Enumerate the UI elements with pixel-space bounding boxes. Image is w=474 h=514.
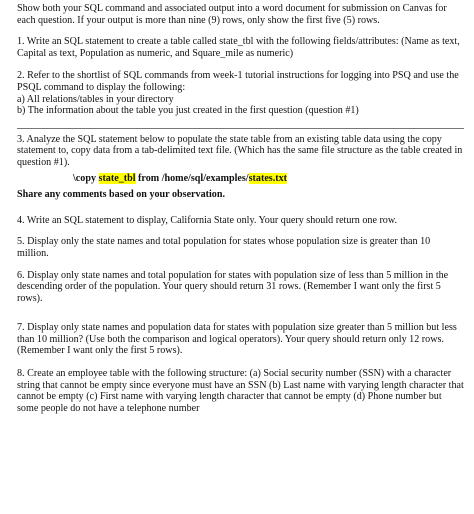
question-6: 6. Display only state names and total population for states with population size of less than 5 million in the descending order of the population. Your query should return 31 rows. (Remember I want only the first 5 rows). [17, 269, 449, 304]
instructions-paragraph: Show both your SQL command and associated output into a word document for submission on Canvas for each question. If your output is more than nine (9) rows, only show the first five (5) rows. [17, 3, 447, 26]
copy-command-path: from /home/sql/examples/ [135, 172, 249, 184]
question-7: 7. Display only state names and population data for states with population size greater than 5 million but less than 10 million? (Use both the comparison and logical operators). Your query should return only 12 rows. (Remember I want only the first 5 rows). [17, 322, 457, 357]
copy-command-table: state_tbl [98, 172, 136, 184]
question-2-item-b: b) The information about the table you just created in the first question (question #1) [17, 105, 359, 117]
question-4: 4. Write an SQL statement to display, California State only. Your query should return one row. [17, 214, 398, 226]
question-8: 8. Create an employee table with the following structure: (a) Social security number (SSN) with a character string that cannot be empty since everyone must have an SSN (b) Last name with varying length character that cannot be empty (c) First name with varying length character that cannot be empty (d) Phone number but some people do not have a telephone number [17, 368, 464, 414]
copy-command-prefix: \copy [73, 172, 99, 184]
share-comments-prompt: Share any comments based on your observation. [17, 189, 225, 201]
question-1: 1. Write an SQL statement to create a table called state_tbl with the following fields/attributes: (Name as text, Capital as text, Population as numeric, and Square_mile as numeric) [17, 36, 460, 59]
question-2-item-a: a) All relations/tables in your directory [17, 93, 174, 105]
copy-command [73, 173, 464, 185]
question-3: 3. Analyze the SQL statement below to populate the state table from an existing table data using the copy statement to, copy data from a tab-delimited text file. (Which has the same file structure as the table created in question #1). [17, 133, 463, 168]
copy-command-file: states.txt [248, 172, 288, 184]
question-2: 2. Refer to the shortlist of SQL commands from week-1 tutorial instructions for logging into PSQ and use the PSQL command to display the following: [17, 70, 459, 93]
question-5: 5. Display only the state names and total population for states whose population size is greater than 10 million. [17, 236, 431, 259]
section-divider [17, 128, 464, 129]
